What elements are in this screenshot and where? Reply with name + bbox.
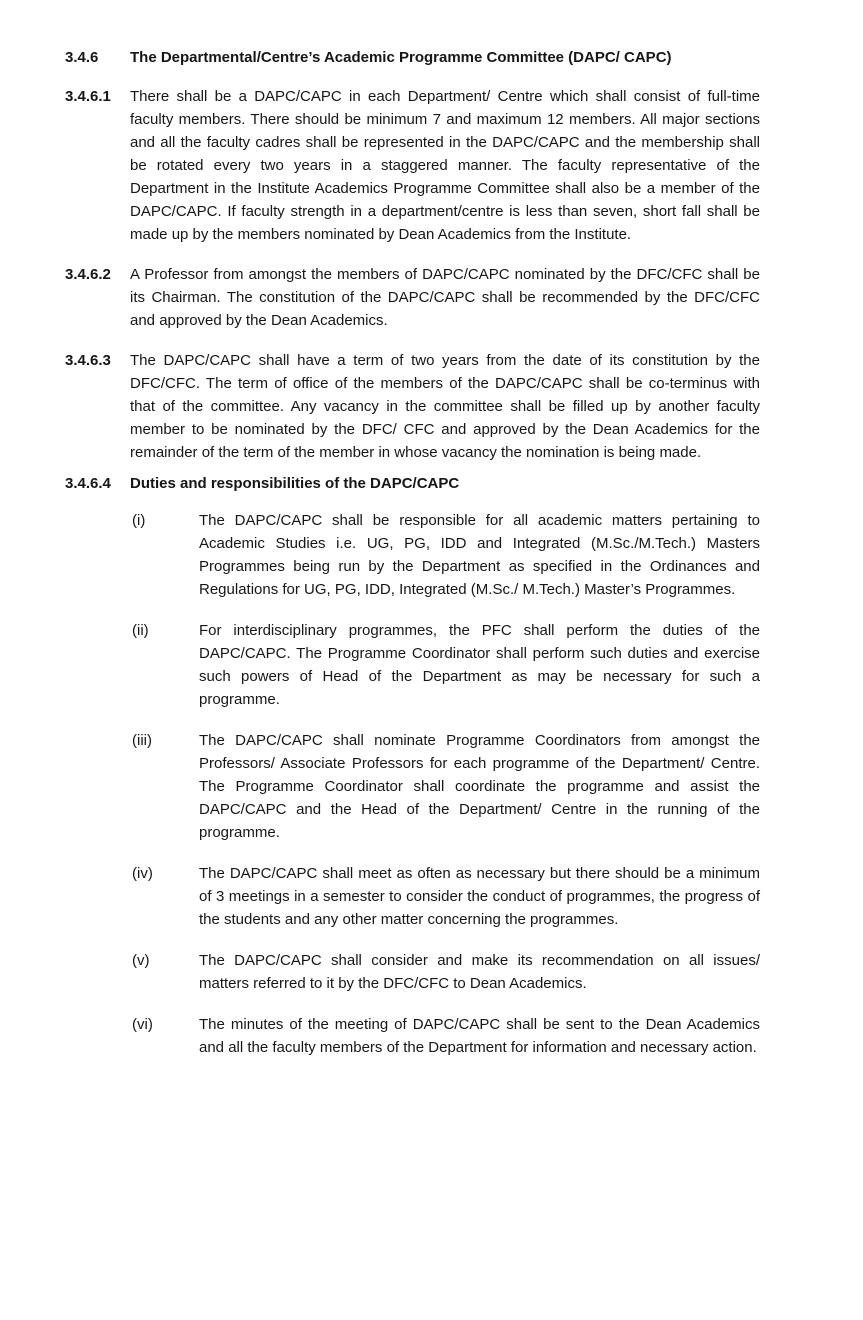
list-item-label: (vi) bbox=[132, 1016, 153, 1033]
list-item-i bbox=[132, 509, 760, 601]
clause-text: There shall be a DAPC/CAPC in each Department/ Centre which shall consist of full-time faculty members. There should be minimum 7 and maximum 12 members. All major sections and all the faculty cadres shall be represented in the DAPC/CAPC and the membership shall be rotated every two years in a staggered manner. The faculty representative of the Department in the Institute Academics Programme Committee shall also be a member of the DAPC/CAPC. If faculty strength in a department/centre is less than seven, short fall shall be made up by the members nominated by Dean Academics from the Institute. bbox=[130, 88, 760, 243]
list-item-vi bbox=[132, 1013, 760, 1059]
clause-number: 3.4.6.3 bbox=[65, 352, 111, 369]
list-item-text: The DAPC/CAPC shall nominate Programme Coordinators from amongst the Professors/ Associate Professors for each programme of the Department/ Centre. The Programme Coordinator shall coordinate the programme and assist the DAPC/CAPC and the Head of the Department/ Centre in the running of the programme. bbox=[199, 732, 760, 841]
list-item-text: The DAPC/CAPC shall be responsible for all academic matters pertaining to Academic Studies i.e. UG, PG, IDD and Integrated (M.Sc./M.Tech.) Masters Programmes being run by the Department as specified in the Ordinances and Regulations for UG, PG, IDD, Integrated (M.Sc./ M.Tech.) Master’s Programmes. bbox=[199, 512, 760, 598]
subsection-number: 3.4.6.4 bbox=[65, 475, 111, 492]
clause-text: A Professor from amongst the members of DAPC/CAPC nominated by the DFC/CFC shall be its Chairman. The constitution of the DAPC/CAPC shall be recommended by the DFC/CFC and approved by the Dean Academics. bbox=[130, 266, 760, 329]
list-item-iii bbox=[132, 729, 760, 844]
clause-3-4-6-1 bbox=[65, 85, 760, 246]
list-item-label: (iv) bbox=[132, 865, 153, 882]
list-item-text: For interdisciplinary programmes, the PFC shall perform the duties of the DAPC/CAPC. The Programme Coordinator shall perform such duties and exercise such powers of Head of the Department as may be necessary for such a programme. bbox=[199, 622, 760, 708]
section-number: 3.4.6 bbox=[65, 49, 99, 66]
clause-3-4-6-3 bbox=[65, 349, 760, 464]
subsection-title: Duties and responsibilities of the DAPC/CAPC bbox=[130, 475, 460, 492]
clause-3-4-6-2 bbox=[65, 263, 760, 332]
clause-number: 3.4.6.1 bbox=[65, 88, 111, 105]
duties-list bbox=[132, 509, 760, 1059]
clause-text: The DAPC/CAPC shall have a term of two years from the date of its constitution by the DFC/CFC. The term of office of the members of the DAPC/CAPC shall be co-terminus with that of the committee. Any vacancy in the committee shall be filled up by another faculty member to be nominated by the DFC/ CFC and approved by the Dean Academics for the remainder of the term of the member in whose vacancy the nomination is being made. bbox=[130, 352, 760, 461]
subsection-heading bbox=[65, 472, 760, 495]
list-item-ii bbox=[132, 619, 760, 711]
list-item-v bbox=[132, 949, 760, 995]
list-item-label: (i) bbox=[132, 512, 146, 529]
list-item-label: (v) bbox=[132, 952, 150, 969]
section-heading bbox=[65, 46, 760, 69]
clause-number: 3.4.6.2 bbox=[65, 266, 111, 283]
list-item-label: (iii) bbox=[132, 732, 152, 749]
list-item-text: The minutes of the meeting of DAPC/CAPC shall be sent to the Dean Academics and all the faculty members of the Department for information and necessary action. bbox=[199, 1016, 760, 1056]
list-item-label: (ii) bbox=[132, 622, 149, 639]
list-item-iv bbox=[132, 862, 760, 931]
list-item-text: The DAPC/CAPC shall consider and make its recommendation on all issues/ matters referred to it by the DFC/CFC to Dean Academics. bbox=[199, 952, 760, 992]
section-title: The Departmental/Centre’s Academic Programme Committee (DAPC/ CAPC) bbox=[130, 49, 672, 66]
list-item-text: The DAPC/CAPC shall meet as often as necessary but there should be a minimum of 3 meetings in a semester to consider the conduct of programmes, the progress of the students and any other matter concerning the programmes. bbox=[199, 865, 760, 928]
